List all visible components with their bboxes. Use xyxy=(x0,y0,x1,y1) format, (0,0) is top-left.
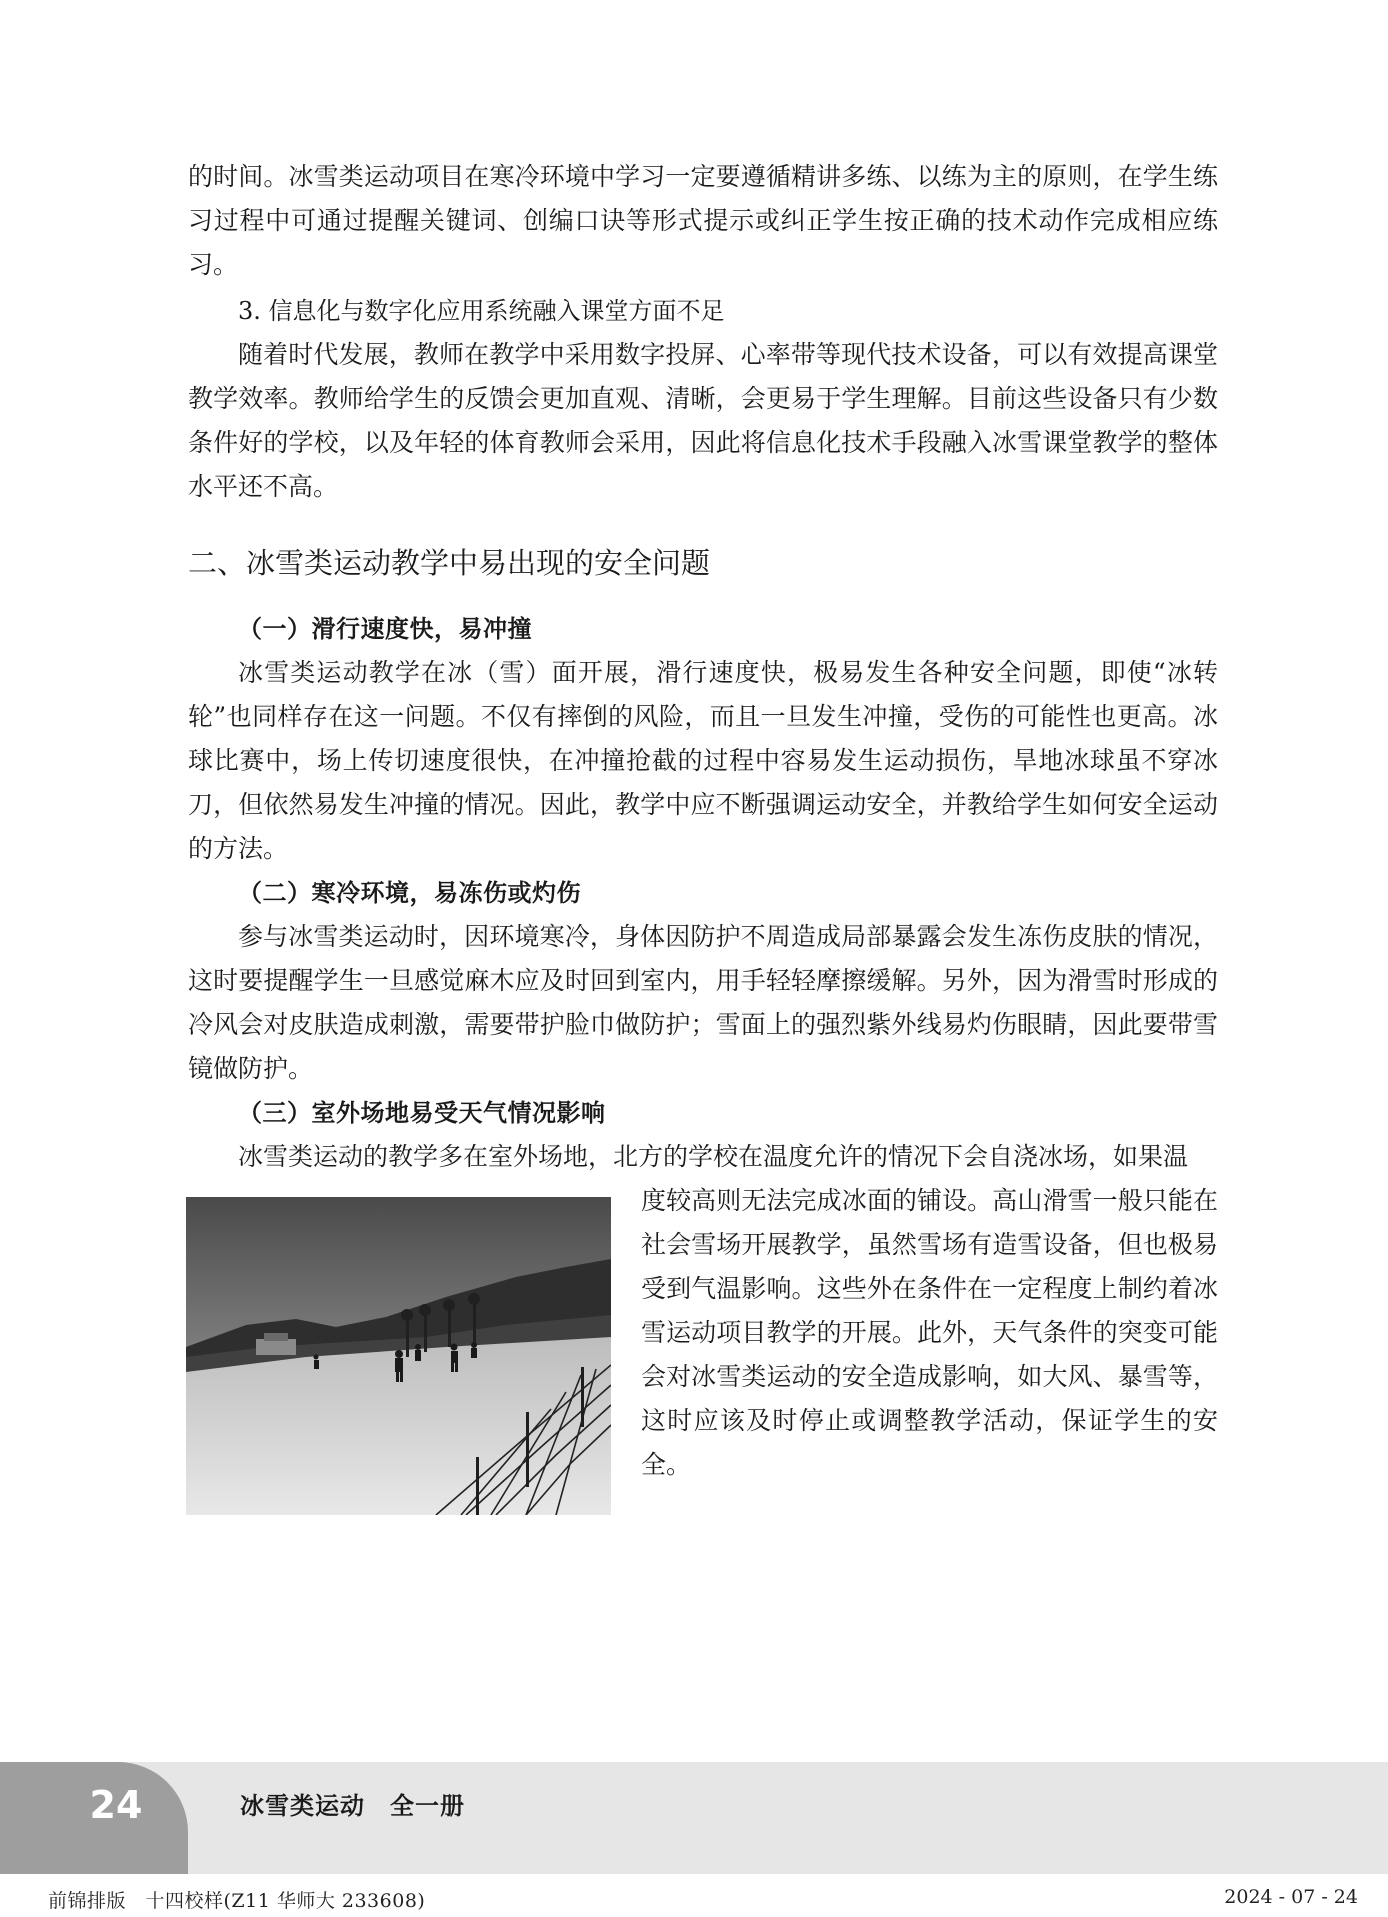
sub-3-body-first-line: 冰雪类运动的教学多在室外场地，北方的学校在温度允许的情况下会自浇冰场，如果温 xyxy=(238,1142,1189,1171)
sub-2-heading: （二）寒冷环境，易冻伤或灼伤 xyxy=(238,878,581,907)
item-3-heading: 3. 信息化与数字化应用系统融入课堂方面不足 xyxy=(238,297,725,325)
ski-slope-photo xyxy=(186,1197,611,1515)
sub-3-body-wrapped: 度较高则无法完成冰面的铺设。高山滑雪一般只能在社会雪场开展教学，虽然雪场有造雪设备，但也极易受到气温影响。这些外在条件在一定程度上制约着冰雪运动项目教学的开展。此外，天气条件的突变可能会对冰雪类运动的安全造成影响，如大风、暴雪等，这时应该及时停止或调整教学活动，保证学生的安全。 xyxy=(641,1186,1218,1479)
paragraph-continued: 的时间。冰雪类运动项目在寒冷环境中学习一定要遵循精讲多练、以练为主的原则，在学生练习过程中可通过提醒关键词、创编口诀等形式提示或纠正学生按正确的技术动作完成相应练习。 xyxy=(188,162,1218,279)
sub-1-heading: （一）滑行速度快，易冲撞 xyxy=(238,614,532,643)
page-content xyxy=(188,155,1218,1525)
page-number: 24 xyxy=(89,1783,143,1827)
sub-2-body: 参与冰雪类运动时，因环境寒冷，身体因防护不周造成局部暴露会发生冻伤皮肤的情况，这时要提醒学生一旦感觉麻木应及时回到室内，用手轻轻摩擦缓解。另外，因为滑雪时形成的冷风会对皮肤造成刺激，需要带护脸巾做防护；雪面上的强烈紫外线易灼伤眼睛，因此要带雪镜做防护。 xyxy=(188,922,1218,1083)
sub-1-body: 冰雪类运动教学在冰（雪）面开展，滑行速度快，极易发生各种安全问题，即使“冰转轮”也同样存在这一问题。不仅有摔倒的风险，而且一旦发生冲撞，受伤的可能性也更高。冰球比赛中，场上传切速度很快，在冲撞抢截的过程中容易发生运动损伤，旱地冰球虽不穿冰刀，但依然易发生冲撞的情况。因此，教学中应不断强调运动安全，并教给学生如何安全运动的方法。 xyxy=(188,658,1218,863)
book-title: 冰雪类运动 全一册 xyxy=(240,1792,465,1820)
print-info-left: 前锦排版 十四校样(Z11 华师大 233608) xyxy=(48,1890,426,1912)
print-info-right: 2024 - 07 - 24 xyxy=(1224,1886,1358,1908)
sub-3-heading: （三）室外场地易受天气情况影响 xyxy=(238,1098,606,1127)
ski-slope-illustration xyxy=(186,1197,611,1515)
item-3-body: 随着时代发展，教师在教学中采用数字投屏、心率带等现代技术设备，可以有效提高课堂教学效率。教师给学生的反馈会更加直观、清晰，会更易于学生理解。目前这些设备只有少数条件好的学校，以及年轻的体育教师会采用，因此将信息化技术手段融入冰雪课堂教学的整体水平还不高。 xyxy=(188,340,1218,501)
section-2-title: 二、冰雪类运动教学中易出现的安全问题 xyxy=(188,546,711,580)
